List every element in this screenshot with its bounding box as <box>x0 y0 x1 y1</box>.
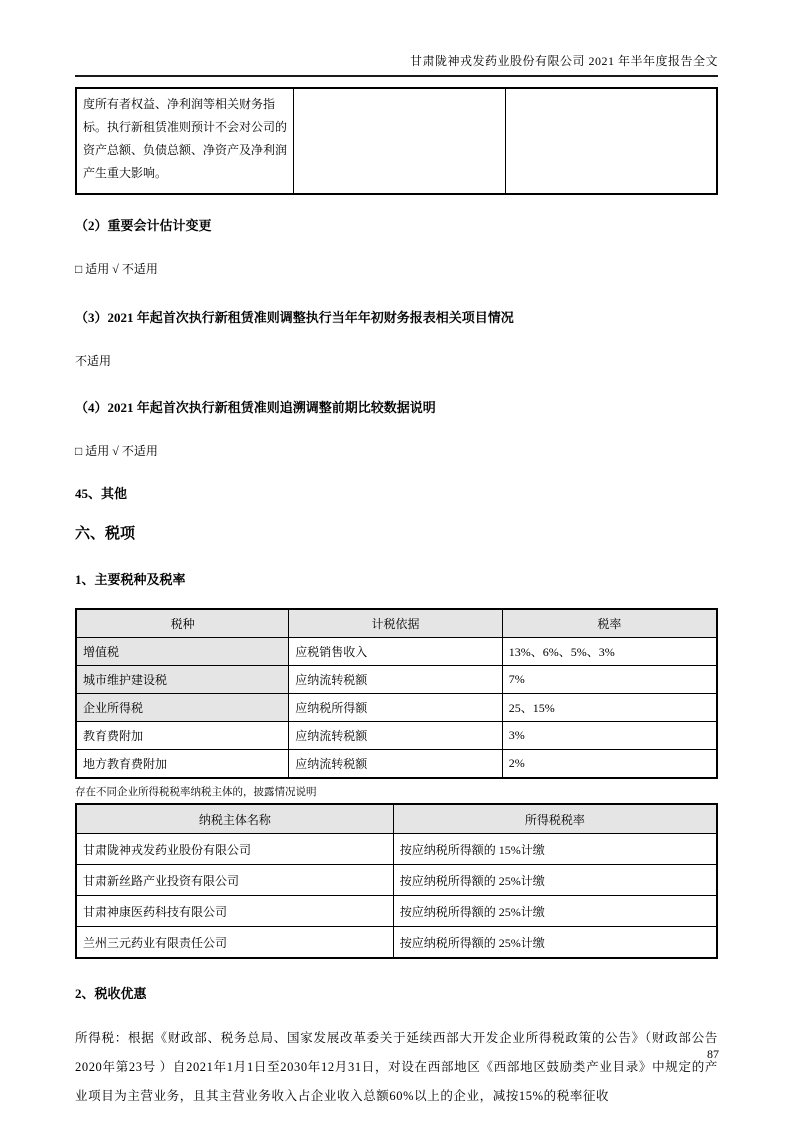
page-number: 87 <box>707 1047 719 1061</box>
cell-entity-name: 兰州三元药业有限责任公司 <box>76 927 393 959</box>
table-row <box>76 896 717 927</box>
cell-tax-basis: 应纳流转税额 <box>289 722 502 750</box>
section-heading-45-other: 45、其他 <box>75 486 128 501</box>
table-row <box>76 638 717 666</box>
cell-tax-type: 城市维护建设税 <box>76 666 289 694</box>
cell-tax-rate: 13%、6%、5%、3% <box>502 638 717 666</box>
table-row <box>76 88 717 194</box>
column-header-tax-type: 税种 <box>76 609 289 638</box>
applicability-line: □ 适用 √ 不适用 <box>75 262 158 276</box>
continuation-cell-text: 度所有者权益、净利润等相关财务指标。执行新租赁准则预计不会对公司的资产总额、负债总额、净资产及净利润产生重大影响。 <box>76 88 294 194</box>
section-heading-6-tax: 六、税项 <box>75 526 136 542</box>
cell-tax-basis: 应税销售收入 <box>289 638 502 666</box>
cell-entity-name: 甘肃神康医药科技有限公司 <box>76 896 393 927</box>
table-row <box>76 694 717 722</box>
section-heading-3: （3）2021 年起首次执行新租赁准则调整执行当年年初财务报表相关项目情况 <box>75 310 514 325</box>
tax-entity-note: 存在不同企业所得税税率纳税主体的，披露情况说明 <box>75 787 317 798</box>
cell-tax-type: 教育费附加 <box>76 722 289 750</box>
table-header-row <box>76 804 717 834</box>
cell-entity-name: 甘肃新丝路产业投资有限公司 <box>76 865 393 896</box>
continuation-table <box>75 87 718 195</box>
section-heading-6-2: 2、税收优惠 <box>75 986 147 1001</box>
column-header-tax-rate: 税率 <box>502 609 717 638</box>
table-row <box>76 865 717 896</box>
table-row <box>76 666 717 694</box>
table-header-row <box>76 609 717 638</box>
document-header-title: 甘肃陇神戎发药业股份有限公司 2021 年半年度报告全文 <box>75 0 718 77</box>
cell-tax-rate: 2% <box>502 750 717 779</box>
column-header-entity-name: 纳税主体名称 <box>76 804 393 834</box>
cell-tax-rate: 7% <box>502 666 717 694</box>
section-heading-2: （2）重要会计估计变更 <box>75 218 212 233</box>
cell-entity-rate: 按应纳税所得额的 25%计缴 <box>393 896 717 927</box>
column-header-tax-basis: 计税依据 <box>289 609 502 638</box>
page-content <box>75 0 718 1111</box>
table-row <box>76 722 717 750</box>
cell-tax-type: 地方教育费附加 <box>76 750 289 779</box>
continuation-cell-empty <box>505 88 717 194</box>
continuation-cell-empty <box>294 88 506 194</box>
applicability-line: □ 适用 √ 不适用 <box>75 444 158 458</box>
section-heading-4: （4）2021 年起首次执行新租赁准则追溯调整前期比较数据说明 <box>75 400 436 415</box>
cell-entity-name: 甘肃陇神戎发药业股份有限公司 <box>76 834 393 865</box>
table-row <box>76 834 717 865</box>
not-applicable-text: 不适用 <box>75 354 112 368</box>
table-row <box>76 927 717 959</box>
cell-tax-basis: 应纳税所得额 <box>289 694 502 722</box>
cell-tax-rate: 25、15% <box>502 694 717 722</box>
tax-rate-table <box>75 608 718 779</box>
cell-tax-type: 增值税 <box>76 638 289 666</box>
table-row <box>76 750 717 779</box>
tax-entity-table <box>75 803 718 959</box>
tax-incentive-paragraph: 所得税：根据《财政部、税务总局、国家发展改革委关于延续西部大开发企业所得税政策的公告》（财政部公告2020年第23号 ）自2021年1月1日至2030年12月31日，对设在西部地区《西部地区鼓励类产业目录》中规定的产业项目为主营业务，且其主营业务收入占企业收入总额60%以上的企业，减按15%的税率征收 <box>75 1031 718 1103</box>
column-header-income-tax-rate: 所得税税率 <box>393 804 717 834</box>
cell-tax-basis: 应纳流转税额 <box>289 750 502 779</box>
cell-entity-rate: 按应纳税所得额的 25%计缴 <box>393 927 717 959</box>
cell-entity-rate: 按应纳税所得额的 15%计缴 <box>393 834 717 865</box>
cell-tax-type: 企业所得税 <box>76 694 289 722</box>
cell-tax-basis: 应纳流转税额 <box>289 666 502 694</box>
cell-tax-rate: 3% <box>502 722 717 750</box>
section-heading-6-1: 1、主要税种及税率 <box>75 572 186 587</box>
cell-entity-rate: 按应纳税所得额的 25%计缴 <box>393 865 717 896</box>
